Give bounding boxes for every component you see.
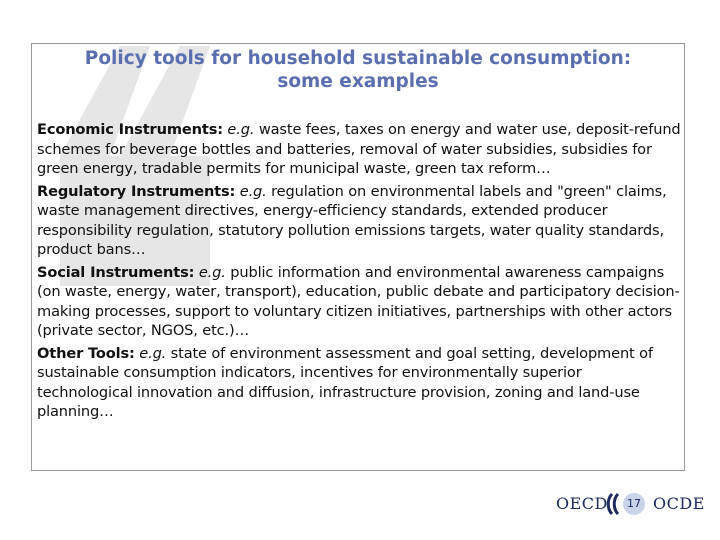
section-regulatory: [37, 182, 681, 260]
title-line-1: Policy tools for household sustainable consumption:: [84, 48, 632, 69]
section-other: [37, 344, 681, 422]
slide-body: [37, 120, 681, 425]
section-text: regulation on environmental labels and "green" claims, waste management directives, energy-efficiency standards, extended producer responsibility regulation, statutory pollution emissions targets, water quality standards, product bans…: [37, 182, 667, 258]
section-heading: Regulatory Instruments:: [37, 182, 236, 200]
section-eg: e.g.: [139, 344, 167, 362]
section-social: [37, 263, 681, 341]
slide-title: [32, 47, 684, 93]
title-line-2: some examples: [277, 71, 439, 92]
section-text: state of environment assessment and goal setting, development of sustainable consumption indicators, incentives for environmentally superior technological innovation and diffusion, infrastructure provision, zoning and land-use planning…: [37, 344, 653, 420]
logo-text-oecd: OECD: [556, 494, 608, 513]
section-economic: [37, 120, 681, 179]
section-heading: Economic Instruments:: [37, 121, 223, 138]
oecd-footer-logo: [556, 492, 706, 516]
slide-content-box: [31, 43, 685, 471]
page-number: 17: [623, 493, 645, 515]
section-eg: e.g.: [239, 182, 267, 200]
logo-text-ocde: OCDE: [653, 494, 705, 513]
section-heading: Social Instruments:: [37, 263, 195, 281]
section-heading: Other Tools:: [37, 344, 135, 362]
section-eg: e.g.: [227, 121, 255, 138]
section-text: waste fees, taxes on energy and water use, deposit-refund schemes for beverage bottles and batteries, removal of water subsidies, subsidies for green energy, tradable permits for municipal waste, green tax reform…: [37, 121, 681, 177]
section-text: public information and environmental awareness campaigns (on waste, energy, water, transport), education, public debate and participatory decision-making processes, support to voluntary citizen initiatives, partnerships with other actors (private sector, NGOS, etc.)…: [37, 263, 680, 339]
section-eg: e.g.: [198, 263, 226, 281]
